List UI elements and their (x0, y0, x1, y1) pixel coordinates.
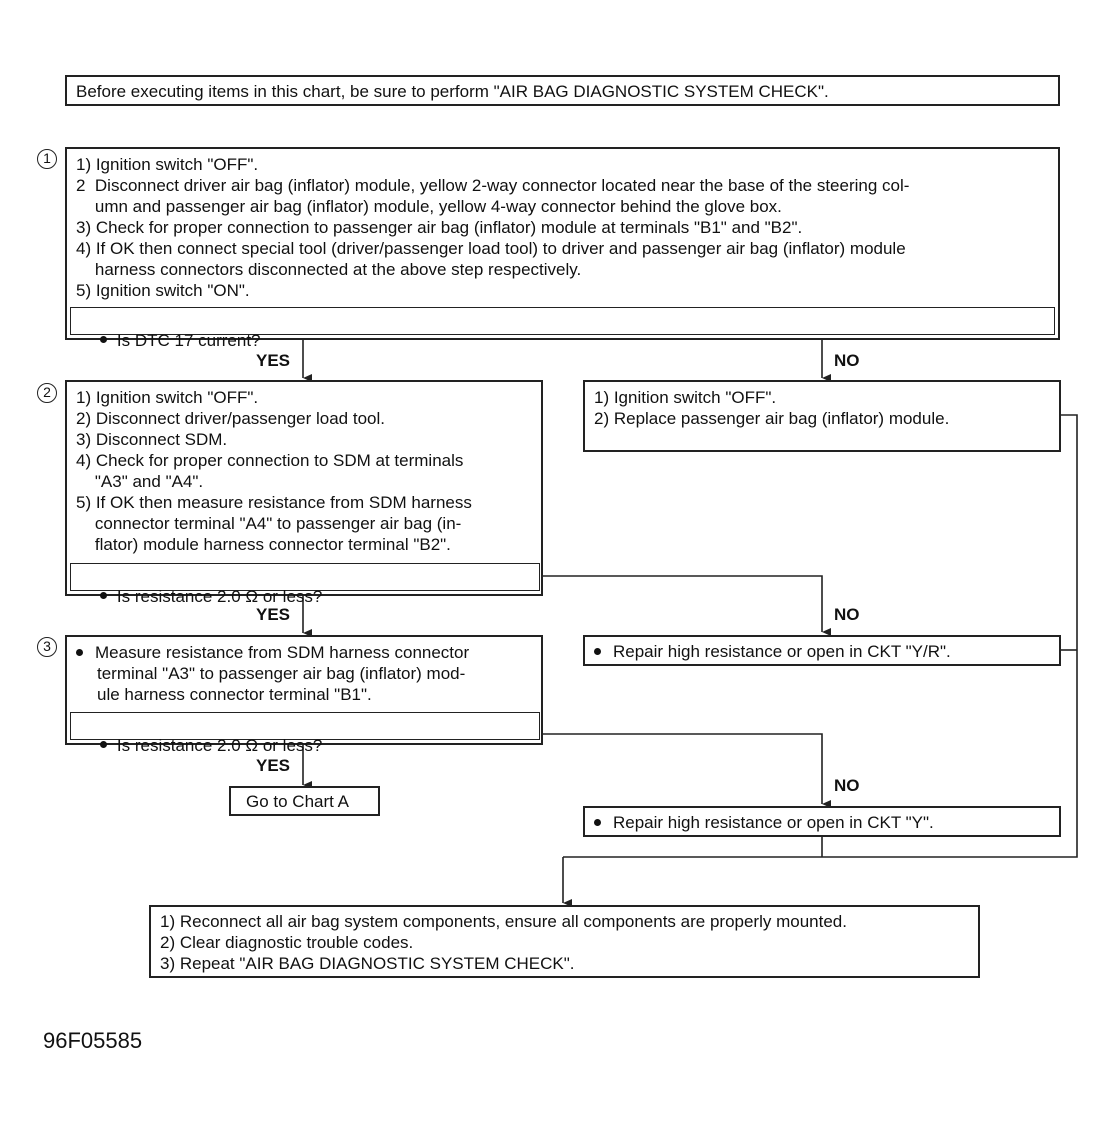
step2-line-3: 3) Disconnect SDM. (76, 430, 228, 449)
step1-line-2: 2 Disconnect driver air bag (inflator) module, yellow 2-way connector located near the base of the steering col- (76, 176, 910, 195)
step2-question-text: Is resistance 2.0 Ω or less? (116, 587, 323, 606)
step1-yes-label: YES (256, 351, 291, 370)
step1-line-7: 5) Ignition switch "ON". (76, 281, 250, 300)
step3-line-3: ule harness connector terminal "B1". (97, 685, 372, 704)
bullet-icon (100, 592, 107, 599)
step1-box (65, 147, 1060, 350)
no3-box (583, 806, 1061, 837)
final-line-1: 1) Reconnect all air bag system components, ensure all components are properly mounted. (160, 912, 847, 931)
step2-number: 2 (37, 383, 57, 403)
no1-box (583, 380, 1061, 452)
step3-no-label: NO (834, 776, 860, 795)
step3-line-1-text: Measure resistance from SDM harness connector (95, 643, 470, 662)
step2-line-4: 4) Check for proper connection to SDM at terminals (76, 451, 464, 470)
step2-no-label: NO (834, 605, 860, 624)
bullet-icon (100, 741, 107, 748)
step2-line-2: 2) Disconnect driver/passenger load tool. (76, 409, 385, 428)
step3-line-1 (76, 642, 469, 663)
no3-text (594, 812, 934, 833)
step3-box (65, 635, 543, 755)
bullet-icon (76, 649, 83, 656)
bullet-icon (100, 336, 107, 343)
go-to-chart-a: Go to Chart A (246, 792, 349, 811)
final-box (149, 905, 980, 978)
step2-box (65, 380, 543, 606)
step3-question-text: Is resistance 2.0 Ω or less? (116, 736, 323, 755)
step3-number: 3 (37, 637, 57, 657)
step2-line-7: connector terminal "A4" to passenger air bag (in- (76, 514, 462, 533)
no1-line-1: 1) Ignition switch "OFF". (594, 388, 777, 407)
header-note-box (65, 75, 1060, 106)
step2-line-1: 1) Ignition switch "OFF". (76, 388, 259, 407)
final-line-2: 2) Clear diagnostic trouble codes. (160, 933, 414, 952)
figure-code: 96F05585 (43, 1028, 143, 1053)
bullet-icon (594, 648, 601, 655)
step2-line-6: 5) If OK then measure resistance from SDM harness (76, 493, 472, 512)
step1-line-3: umn and passenger air bag (inflator) module, yellow 4-way connector behind the glove box. (76, 197, 782, 216)
step1-question-text: Is DTC 17 current? (116, 331, 261, 350)
step2-question (70, 563, 540, 606)
step1-line-4: 3) Check for proper connection to passenger air bag (inflator) module at terminals "B1" and "B2". (76, 218, 803, 237)
step3-yes-label: YES (256, 756, 291, 775)
arrow-step2-no (540, 576, 822, 632)
step1-line-6: harness connectors disconnected at the above step respectively. (76, 260, 582, 279)
bullet-icon (594, 819, 601, 826)
no1-line-2: 2) Replace passenger air bag (inflator) module. (594, 409, 950, 428)
step1-no-label: NO (834, 351, 860, 370)
step1-question (70, 307, 1055, 350)
final-line-3: 3) Repeat "AIR BAG DIAGNOSTIC SYSTEM CHECK". (160, 954, 575, 973)
no3-text-value: Repair high resistance or open in CKT "Y". (613, 813, 934, 832)
arrow-step3-no (542, 734, 822, 804)
no2-box (583, 635, 1061, 666)
no2-text (594, 641, 951, 662)
step3-question (70, 712, 540, 755)
go-to-chart-a-box (229, 786, 380, 816)
step1-line-1: 1) Ignition switch "OFF". (76, 155, 259, 174)
step3-line-2: terminal "A3" to passenger air bag (inflator) mod- (97, 664, 466, 683)
step2-line-5: "A3" and "A4". (76, 472, 204, 491)
no2-text-value: Repair high resistance or open in CKT "Y/R". (613, 642, 951, 661)
step1-line-5: 4) If OK then connect special tool (driver/passenger load tool) to driver and passenger air bag (inflator) module (76, 239, 906, 258)
header-note: Before executing items in this chart, be sure to perform "AIR BAG DIAGNOSTIC SYSTEM CHECK". (76, 82, 829, 101)
step1-number: 1 (37, 149, 57, 169)
step2-yes-label: YES (256, 605, 291, 624)
step2-line-8: flator) module harness connector terminal "B2". (76, 535, 451, 554)
